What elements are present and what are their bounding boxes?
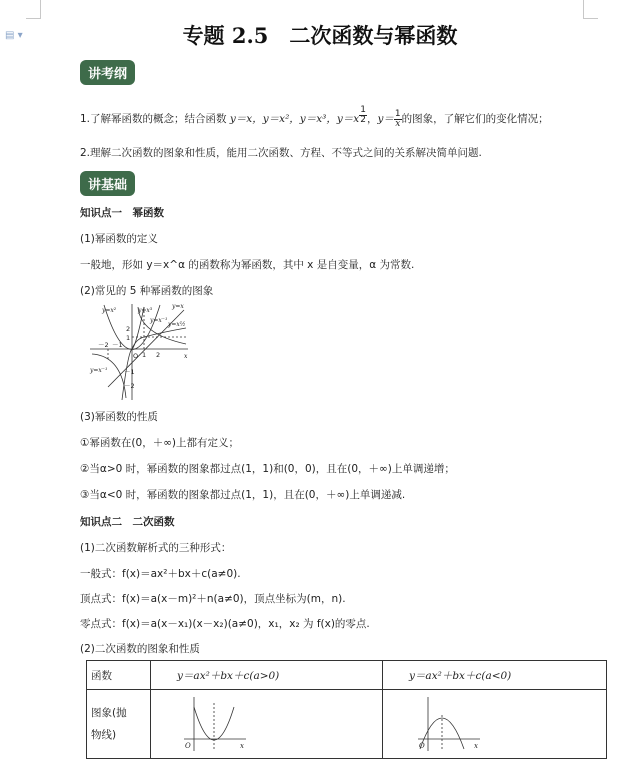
curve-y-xinv-neg: [92, 354, 126, 398]
kp2-forms-title: (1)二次函数解析式的三种形式：: [80, 542, 232, 554]
kp1-property-1: ①幂函数在(0，＋∞)上都有定义；: [80, 437, 240, 449]
tick-label-origin: O: [133, 352, 139, 360]
section-tag-outline: 讲考纲: [80, 60, 135, 85]
parabola-down-graph: [414, 695, 484, 753]
power-functions-graph: [88, 302, 192, 402]
outline-item-1: 1.了解幂函数的概念；结合函数 y＝x，y＝x²，y＝x³，y＝x $^{\frac{1}{2}}$，y＝ $\frac{1}{x}$的图象，了解它们的变化情况；: [80, 105, 549, 129]
outline-item-1-suffix: 的图象，了解它们的变化情况；: [401, 113, 549, 125]
label-y-xhalf: y=x½: [168, 321, 186, 328]
table-graph-cell-downward: [383, 690, 607, 759]
label-y-x3: y=x³: [138, 307, 153, 314]
table-graph-label-line2: 物线): [91, 729, 117, 741]
page-title: 专题 2.5 二次函数与幂函数: [182, 23, 458, 48]
label-y-xinv: y=x⁻¹: [90, 367, 108, 374]
mini-origin-label: O: [419, 742, 425, 750]
outline-item-1-prefix: 1.了解幂函数的概念；结合函数: [80, 113, 230, 125]
kp1-property-2: ②当α>0 时，幂函数的图象都过点(1，1)和(0，0)，且在(0，＋∞)上单调递增；: [80, 463, 455, 475]
mini-origin-label: O: [185, 742, 191, 750]
table-header-label: 函数: [87, 661, 151, 690]
parabola-up-graph: [180, 695, 250, 753]
kp1-properties-title: (3)幂函数的性质: [80, 411, 158, 423]
kp2-heading: 知识点二 二次函数: [80, 516, 175, 528]
tick-label-x2: 2: [156, 351, 161, 359]
reciprocal-fraction: $\frac{1}{x}$: [394, 108, 401, 129]
table-header-a-positive: y＝ax²＋bx＋c(a>0): [151, 661, 383, 690]
outline-item-2: 2.理解二次函数的图象和性质，能用二次函数、方程、不等式之间的关系解决简单问题.: [80, 147, 482, 159]
exponent-half: 1 2: [360, 105, 366, 125]
corner-mark-left: [26, 0, 41, 19]
kp1-heading: 知识点一 幂函数: [80, 207, 164, 219]
kp2-vertex-form: 顶点式：f(x)＝a(x－m)²＋n(a≠0)，顶点坐标为(m，n).: [80, 593, 346, 605]
document-icon[interactable]: ▤ ▾: [5, 30, 23, 41]
tick-label-y1: 1: [126, 334, 131, 342]
kp1-property-3: ③当α<0 时，幂函数的图象都过点(1，1)，且在(0，＋∞)上单调递减.: [80, 489, 406, 501]
outline-item-1-functions: y＝x，y＝x²，y＝x³，y＝x: [229, 113, 360, 125]
tick-label-ym1: －1: [124, 368, 135, 376]
tick-label-ym2: －2: [124, 382, 135, 390]
kp2-general-form: 一般式：f(x)＝ax²＋bx＋c(a≠0).: [80, 568, 241, 580]
label-y-x2: y=x²: [102, 307, 117, 314]
label-x: x: [184, 353, 188, 360]
label-y-x: y=x: [172, 303, 184, 310]
table-header-row: [87, 661, 607, 690]
corner-mark-right: [583, 0, 598, 19]
tick-label-xm1: －1: [112, 341, 123, 349]
kp1-definition-title: (1)幂函数的定义: [80, 233, 158, 245]
mini-x-label: x: [474, 742, 478, 750]
table-header-a-negative: y＝ax²＋bx＋c(a<0): [383, 661, 607, 690]
section-tag-basics: 讲基础: [80, 171, 135, 196]
label-y-xinv-top: y=x⁻¹: [150, 317, 168, 324]
kp1-definition-text: 一般地，形如 y＝x^α 的函数称为幂函数，其中 x 是自变量，α 为常数.: [80, 259, 415, 271]
table-graph-row: [87, 690, 607, 759]
kp2-zero-form: 零点式：f(x)＝a(x－x₁)(x－x₂)(a≠0)，x₁，x₂ 为 f(x)的零点.: [80, 618, 370, 630]
kp2-graph-title: (2)二次函数的图象和性质: [80, 643, 200, 655]
tick-label-xm2: －2: [98, 341, 109, 349]
quadratic-properties-table: [86, 660, 607, 759]
table-graph-label-line1: 图象(抛: [91, 707, 127, 719]
kp1-graph-title: (2)常见的 5 种幂函数的图象: [80, 285, 214, 297]
table-graph-label: [87, 690, 151, 759]
tick-label-x1: 1: [142, 351, 147, 359]
table-graph-cell-upward: [151, 690, 383, 759]
mini-x-label: x: [240, 742, 244, 750]
tick-label-y2: 2: [126, 325, 131, 333]
